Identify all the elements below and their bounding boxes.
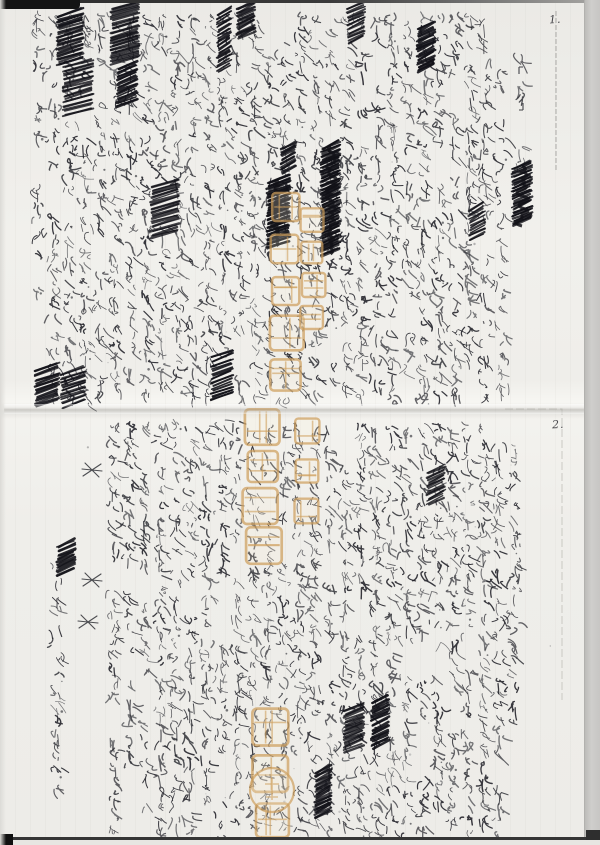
scanner-edge-top-left (0, 0, 80, 9)
sheet-edge-left (0, 0, 6, 845)
page-number-2: 2. (551, 417, 565, 432)
fold-crease (4, 404, 596, 414)
under-sheet-bottom (0, 840, 600, 845)
sheet-edge-right (584, 0, 600, 845)
title-column (508, 44, 532, 110)
scanner-corner-bottom-right (586, 830, 600, 840)
page-number-1: 1. (548, 12, 562, 27)
scanner-edge-top (0, 0, 600, 3)
author-signature (510, 134, 532, 172)
